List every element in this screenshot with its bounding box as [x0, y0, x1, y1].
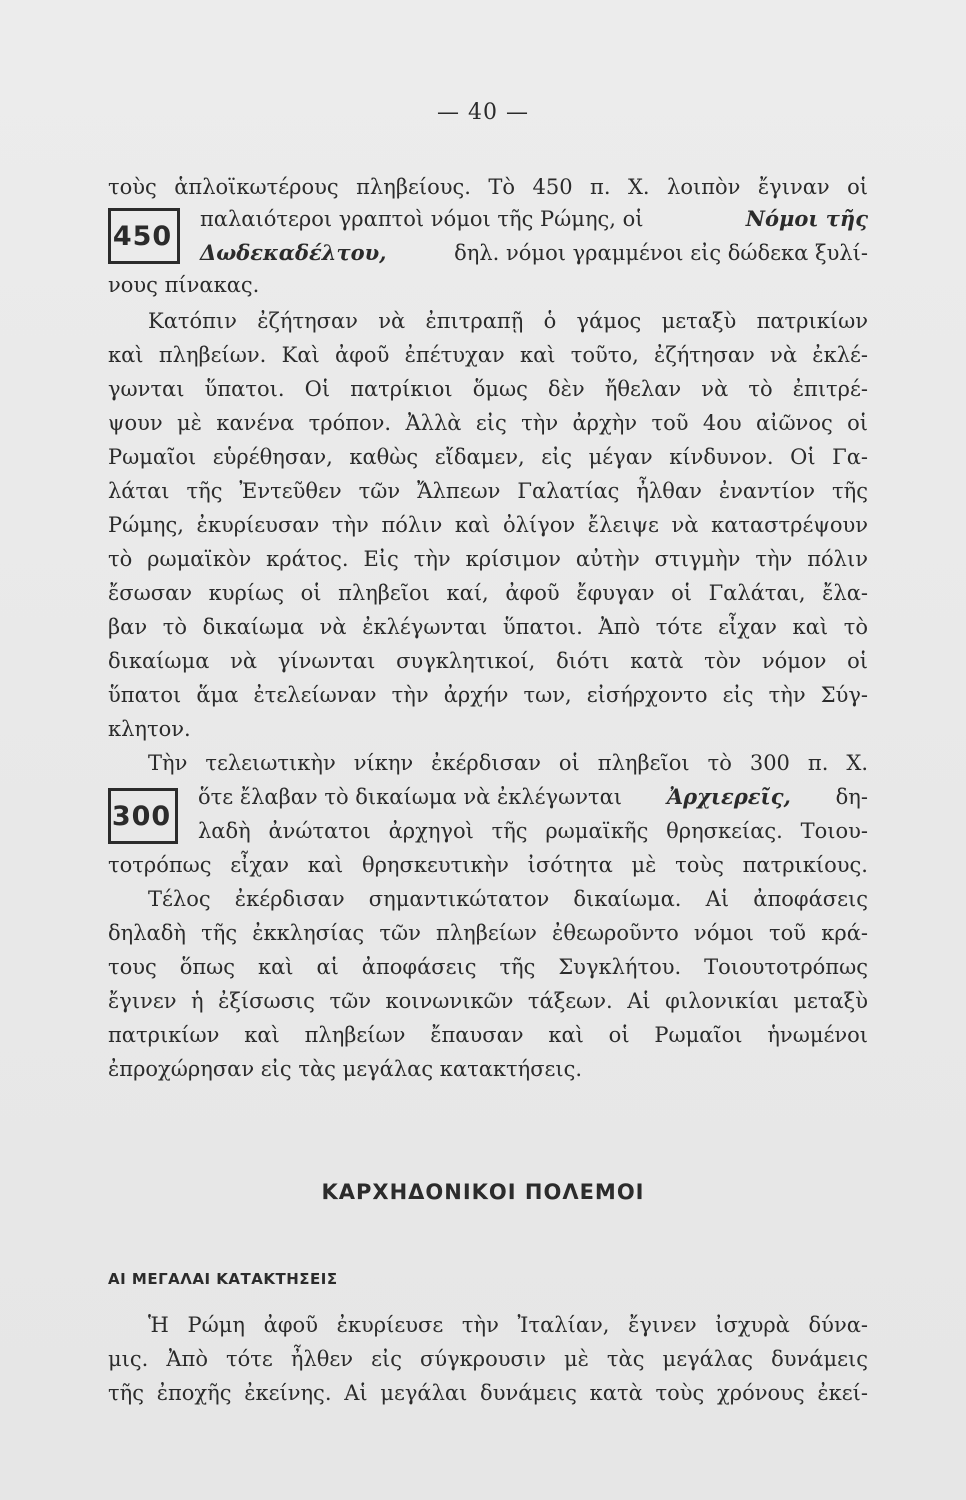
- term-dodekadeltou: Δωδεκαδέλτου,: [200, 240, 387, 265]
- term-nomoi-tis: Νόμοι τῆς: [745, 206, 868, 231]
- text-line: τοὺς ἁπλοϊκωτέρους πληβείους. Τὸ 450 π. Χ. λοιπὸν ἔγιναν οἱ: [108, 175, 868, 199]
- text-line: ἔσωσαν κυρίως οἱ πληβεῖοι καί, ἀφοῦ ἔφυγαν οἱ Γαλάται, ἔλα-: [108, 581, 868, 605]
- text-line: κλητον.: [108, 717, 191, 741]
- text-line: τῆς ἐποχῆς ἐκείνης. Αἱ μεγάλαι δυνάμεις κατὰ τοὺς χρόνους ἐκεί-: [108, 1381, 868, 1405]
- chapter-heading: ΚΑΡΧΗΔΟΝΙΚΟΙ ΠΟΛΕΜΟΙ: [321, 1180, 645, 1204]
- text-line: βαν τὸ δικαίωμα νὰ ἐκλέγωνται ὕπατοι. Ἀπὸ τότε εἶχαν καὶ τὸ: [108, 615, 868, 639]
- text-line: Ἡ Ρώμη ἀφοῦ ἐκυρίευσε τὴν Ἰταλίαν, ἔγινεν ἰσχυρὰ δύνα-: [148, 1313, 868, 1337]
- term-archiereis: Ἀρχιερεῖς,: [666, 784, 791, 809]
- text-line: ψουν μὲ κανένα τρόπον. Ἀλλὰ εἰς τὴν ἀρχὴν τοῦ 4ου αἰῶνος οἱ: [108, 411, 868, 435]
- text-segment: δη-: [835, 785, 868, 809]
- text-line: δηλαδὴ τῆς ἐκκλησίας τῶν πληβείων ἐθεωροῦντο νόμοι τοῦ κρά-: [108, 921, 868, 945]
- text-line: τους ὅπως καὶ αἱ ἀποφάσεις τῆς Συγκλήτου. Τοιουτοτρόπως: [108, 955, 868, 979]
- page-number: — 40 —: [437, 100, 529, 125]
- text-line: μις. Ἀπὸ τότε ἦλθεν εἰς σύγκρουσιν μὲ τὰς μεγάλας δυνάμεις: [108, 1347, 868, 1371]
- text-line: τοτρόπως εἶχαν καὶ θρησκευτικὴν ἰσότητα μὲ τοὺς πατρικίους.: [108, 853, 868, 877]
- text-line: τὸ ρωμαϊκὸν κράτος. Εἰς τὴν κρίσιμον αὐτὴν στιγμὴν τὴν πόλιν: [108, 547, 868, 571]
- text-line: ἐπροχώρησαν εἰς τὰς μεγάλας κατακτήσεις.: [108, 1057, 583, 1081]
- text-line: [200, 238, 868, 268]
- text-line: Τέλος ἐκέρδισαν σημαντικώτατον δικαίωμα. Αἱ ἀποφάσεις: [148, 887, 868, 911]
- text-line: [198, 782, 868, 812]
- text-line: καὶ πληβείων. Καὶ ἀφοῦ ἐπέτυχαν καὶ τοῦτο, ἐζήτησαν νὰ ἐκλέ-: [108, 343, 868, 367]
- text-segment: ὅτε ἔλαβαν τὸ δικαίωμα νὰ ἐκλέγωνται: [198, 785, 622, 809]
- text-line: λαδὴ ἀνώτατοι ἀρχηγοὶ τῆς ρωμαϊκῆς θρησκείας. Τοιου-: [198, 819, 868, 843]
- text-segment: παλαιότεροι γραπτοὶ νόμοι τῆς Ρώμης, οἱ: [200, 207, 644, 231]
- text-line: πατρικίων καὶ πληβείων ἔπαυσαν καὶ οἱ Ρωμαῖοι ἡνωμένοι: [108, 1023, 868, 1047]
- text-line: ὕπατοι ἅμα ἐτελείωναν τὴν ἀρχήν των, εἰσήρχοντο εἰς τὴν Σύγ-: [108, 683, 868, 707]
- text-line: λάται τῆς Ἐντεῦθεν τῶν Ἄλπεων Γαλατίας ἦλθαν ἐναντίον τῆς: [108, 479, 868, 503]
- section-heading: ΑΙ ΜΕΓΑΛΑΙ ΚΑΤΑΚΤΗΣΕΙΣ: [108, 1270, 338, 1288]
- text-line: Ρώμης, ἐκυρίευσαν τὴν πόλιν καὶ ὀλίγον ἔλειψε νὰ καταστρέψουν: [108, 513, 868, 537]
- margin-note-year-450: 450: [108, 208, 180, 264]
- margin-note-year-300: 300: [108, 788, 178, 844]
- text-segment: δηλ. νόμοι γραμμένοι εἰς δώδεκα ξυλί-: [454, 241, 868, 265]
- text-line: Ρωμαῖοι εὑρέθησαν, καθὼς εἴδαμεν, εἰς μέγαν κίνδυνον. Οἱ Γα-: [108, 445, 868, 469]
- text-line: γωνται ὕπατοι. Οἱ πατρίκιοι ὅμως δὲν ἤθελαν νὰ τὸ ἐπιτρέ-: [108, 377, 868, 401]
- text-line: δικαίωμα νὰ γίνωνται συγκλητικοί, διότι κατὰ τὸν νόμον οἱ: [108, 649, 868, 673]
- text-line: [200, 204, 868, 234]
- text-line: Κατόπιν ἐζήτησαν νὰ ἐπιτραπῇ ὁ γάμος μεταξὺ πατρικίων: [148, 309, 868, 333]
- text-line: ἔγινεν ἡ ἐξίσωσις τῶν κοινωνικῶν τάξεων. Αἱ φιλονικίαι μεταξὺ: [108, 989, 868, 1013]
- text-line: νους πίνακας.: [108, 273, 260, 297]
- text-line: Τὴν τελειωτικὴν νίκην ἐκέρδισαν οἱ πληβεῖοι τὸ 300 π. Χ.: [148, 751, 868, 775]
